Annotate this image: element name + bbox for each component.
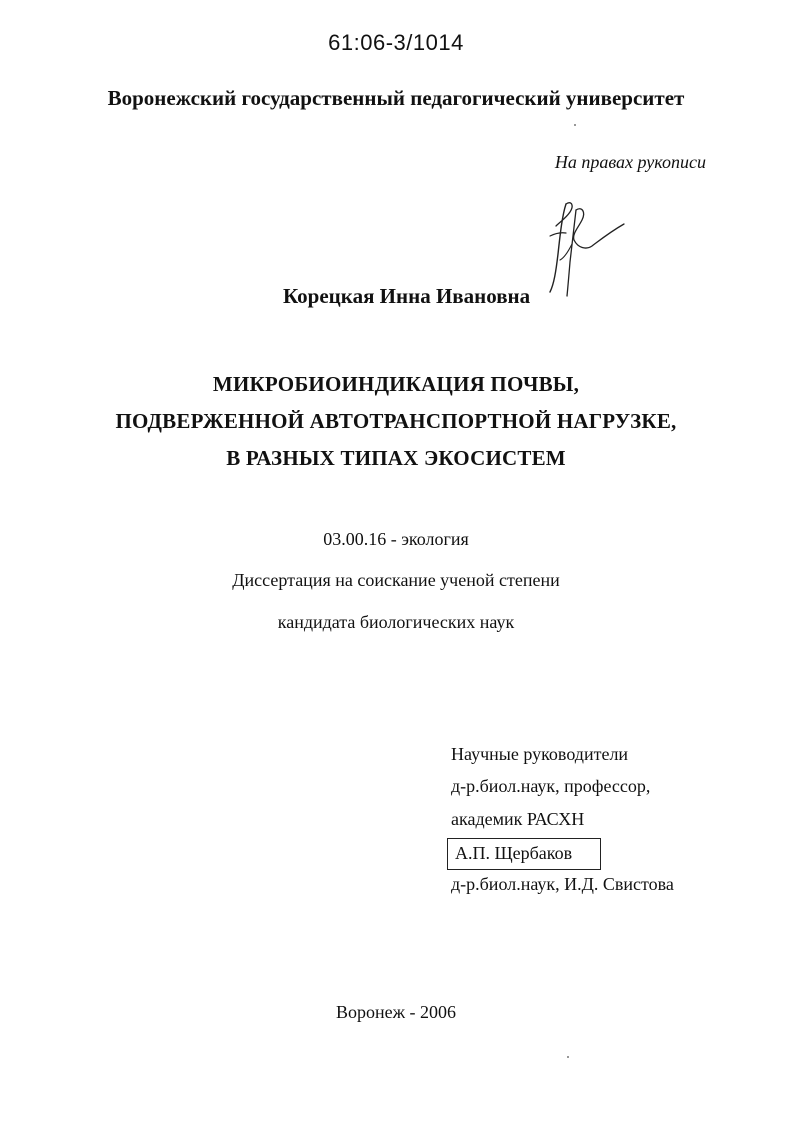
university-name: Воронежский государственный педагогический университет — [107, 86, 685, 110]
title-line-1: МИКРОБИОИНДИКАЦИЯ ПОЧВЫ, — [212, 372, 580, 396]
manuscript-note: На правах рукописи — [554, 152, 706, 172]
supervisor-name-box: А.П. Щербаков — [447, 838, 601, 870]
city-year: Воронеж - 2006 — [335, 1002, 457, 1022]
scan-speck — [567, 1056, 569, 1058]
supervisor-credential-2: академик РАСХН — [451, 809, 585, 829]
degree-line-1: Диссертация на соискание ученой степени — [232, 570, 560, 590]
title-line-3: В РАЗНЫХ ТИПАХ ЭКОСИСТЕМ — [226, 446, 566, 470]
supervisor-credential-1: д-р.биол.наук, профессор, — [451, 776, 651, 796]
specialty-code: 03.00.16 - экология — [323, 529, 469, 549]
scan-speck — [574, 124, 576, 126]
signature-image — [538, 196, 638, 301]
author-name: Корецкая Инна Ивановна — [283, 284, 531, 308]
degree-line-2: кандидата биологических наук — [277, 612, 515, 632]
supervisor-credential-3: д-р.биол.наук, И.Д. Свистова — [451, 874, 674, 894]
catalog-number: 61:06-3/1014 — [328, 30, 464, 55]
supervisors-heading: Научные руководители — [451, 744, 629, 764]
title-line-2: ПОДВЕРЖЕННОЙ АВТОТРАНСПОРТНОЙ НАГРУЗКЕ, — [115, 409, 677, 433]
dissertation-title — [0, 366, 792, 477]
